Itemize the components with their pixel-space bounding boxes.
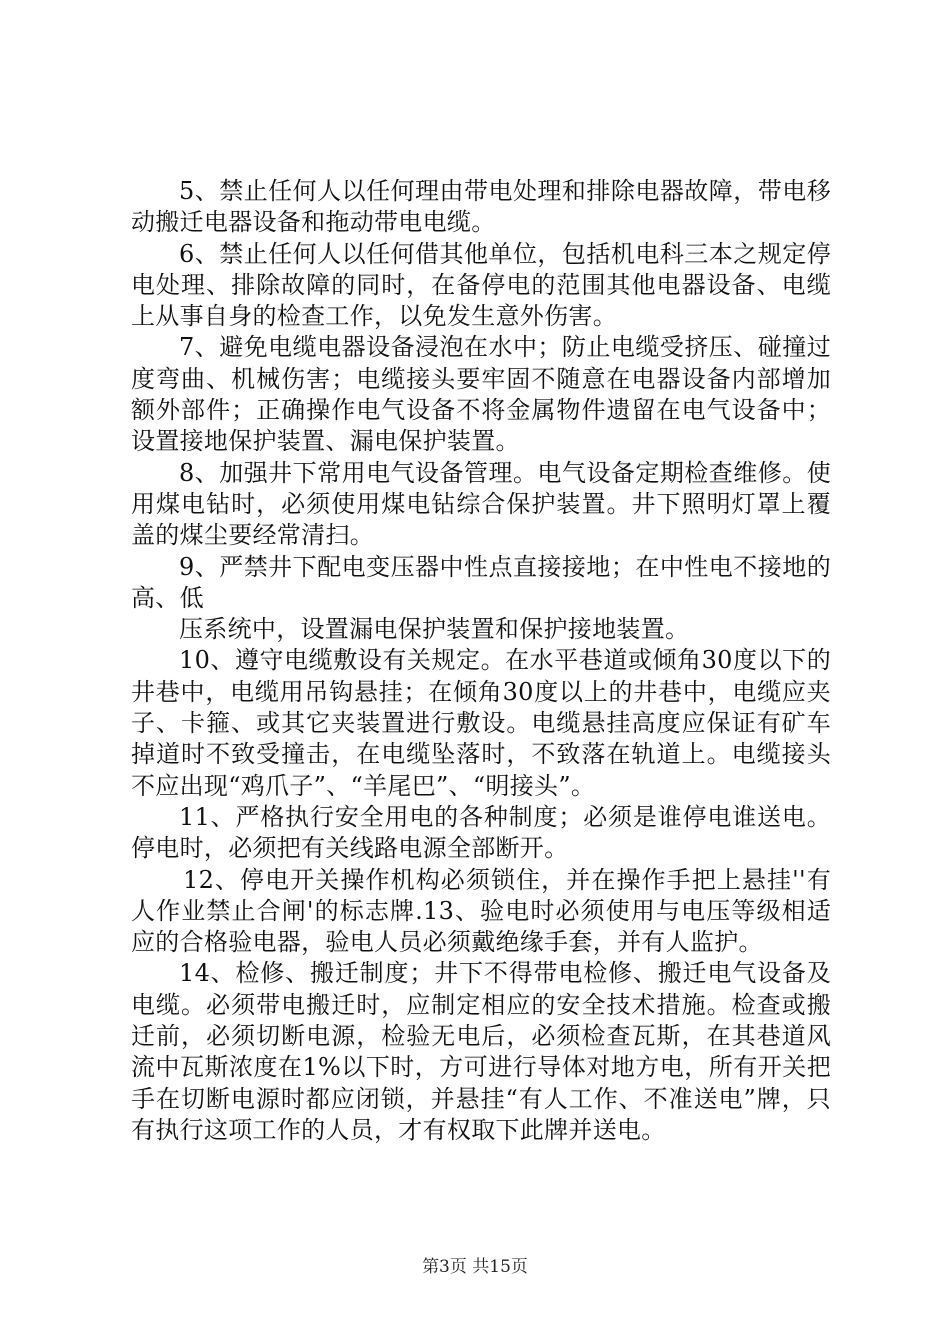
paragraph-6: 6、禁止任何人以任何借其他单位，包括机电科三本之规定停电处理、排除故障的同时，在备停电的范围其他电器设备、电缆上从事自身的检查工作，以免发生意外伤害。 — [131, 239, 831, 331]
paragraph-10: 10、遵守电缆敷设有关规定。在水平巷道或倾角30度以下的井巷中，电缆用吊钩悬挂；在倾角30度以上的井巷中，电缆应夹子、卡箍、或其它夹装置进行敷设。电缆悬挂高度应保证有矿车掉道时不致受撞击，在电缆坠落时，不致落在轨道上。电缆接头不应出现“鸡爪子”、“羊尾巴”、“明接头”。 — [131, 646, 831, 800]
paragraph-8: 8、加强井下常用电气设备管理。电气设备定期检查维修。使用煤电钻时，必须使用煤电钻综合保护装置。井下照明灯罩上覆盖的煤尘要经常清扫。 — [131, 458, 831, 550]
page-number: 第3页 共15页 — [422, 1257, 528, 1277]
document-body — [131, 176, 831, 1146]
paragraph-7: 7、避免电缆电器设备浸泡在水中；防止电缆受挤压、碰撞过度弯曲、机械伤害；电缆接头要牢固不随意在电器设备内部增加额外部件；正确操作电气设备不将金属物件遗留在电气设备中；设置接地保护装置、漏电保护装置。 — [131, 333, 831, 456]
paragraph-14: 14、检修、搬迁制度；井下不得带电检修、搬迁电气设备及电缆。必须带电搬迁时，应制定相应的安全技术措施。检查或搬迁前，必须切断电源，检验无电后，必须检查瓦斯，在其巷道风流中瓦斯浓度在1%以下时，方可进行导体对地方电，所有开关把手在切断电源时都应闭锁，并悬挂“有人工作、不准送电”牌，只有执行这项工作的人员，才有权取下此牌并送电。 — [131, 959, 831, 1144]
paragraph-11: 11、严格执行安全用电的各种制度；必须是谁停电谁送电。停电时，必须把有关线路电源全部断开。 — [131, 802, 831, 863]
paragraph-12: 12、停电开关操作机构必须锁住，并在操作手把上悬挂''有人作业禁止合闸'的标志牌.13、验电时必须使用与电压等级相适应的合格验电器，验电人员必须戴绝缘手套，并有人监护。 — [131, 865, 831, 957]
paragraph-5: 5、禁止任何人以任何理由带电处理和排除电器故障，带电移动搬迁电器设备和拖动带电电缆。 — [131, 177, 831, 237]
paragraph-9-continuation: 压系统中，设置漏电保护装置和保护接地装置。 — [179, 615, 690, 644]
paragraph-9: 9、严禁井下配电变压器中性点直接接地；在中性电不接地的高、低 — [131, 552, 831, 612]
page-footer — [0, 1252, 950, 1277]
